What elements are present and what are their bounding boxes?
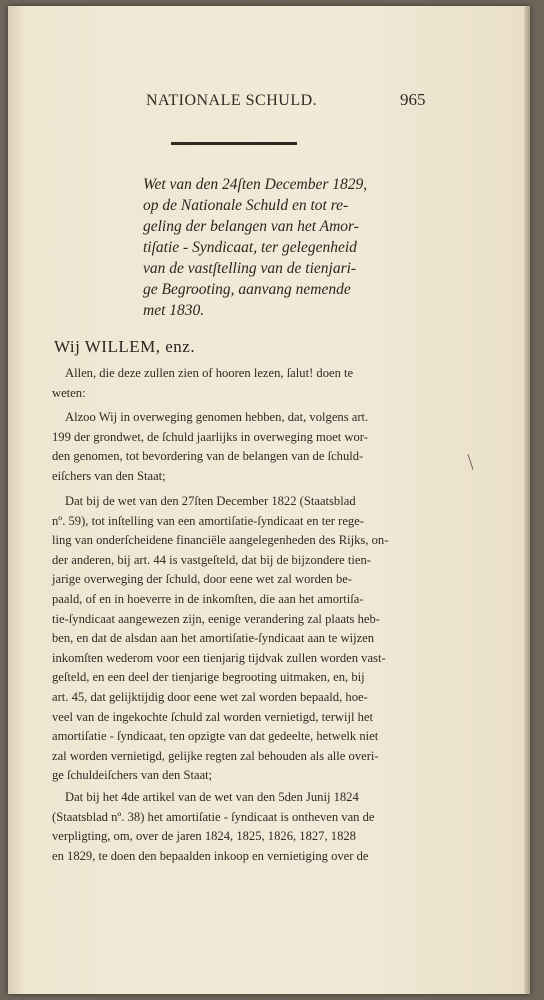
text-line: verpligting, om, over de jaren 1824, 1825, 1826, 1827, 1828 (52, 829, 356, 844)
text-line: Alzoo Wij in overweging genomen hebben, dat, volgens art. (65, 410, 369, 424)
paragraph-1 (52, 364, 436, 403)
text-line: veel van de ingekochte ſchuld zal worden vernietigd, terwijl het (52, 709, 374, 724)
text-line: eiſchers van den Staat; (52, 468, 166, 483)
text-line: inkomſten wederom voor een tienjarig tijdvak zullen worden vast- (52, 650, 386, 665)
text-line: geſteld, en een deel der tienjarige begrooting uitmaken, en, bij (52, 670, 365, 685)
paragraph-4 (52, 788, 436, 866)
title-line: met 1830. (143, 302, 205, 319)
title-line: Wet van den 24ſten December 1829, (143, 176, 368, 193)
text-line: paald, of en in hoeverre in de inkomſten, die aan het amortiſa- (52, 591, 364, 606)
paragraph-3 (52, 492, 436, 786)
margin-mark (468, 454, 474, 470)
law-title (143, 174, 435, 321)
text-line: den genomen, tot bevordering van de belangen van de ſchuld- (52, 449, 364, 464)
book-page (8, 6, 530, 994)
running-head: NATIONALE SCHULD. (146, 92, 318, 109)
page-number: 965 (400, 90, 426, 109)
text-line: ben, en dat de alsdan aan het amortiſatie-ſyndicaat aan te wijzen (52, 631, 375, 646)
text-line: der anderen, bij art. 44 is vastgeſteld, dat bij de bijzondere tien- (52, 552, 371, 567)
text-line: weten: (52, 385, 86, 400)
title-line: tiſatie - Syndicaat, ter gelegenheid (143, 239, 357, 256)
title-line: geling der belangen van het Amor- (143, 218, 359, 235)
text-line: en 1829, te doen den bepaalden inkoop en vernietiging over de (52, 848, 369, 863)
text-line: 199 der grondwet, de ſchuld jaarlijks in overweging moet wor- (52, 429, 368, 444)
title-line: van de vastſtelling van de tienjari- (143, 260, 357, 277)
text-line: ling van onderſcheidene financiële aangelegenheden des Rijks, on- (52, 533, 389, 548)
text-line: tie-ſyndicaat aangewezen zijn, eenige verandering zal plaats heb- (52, 611, 380, 626)
text-line: Allen, die deze zullen zien of hooren lezen, ſalut! doen te (65, 366, 354, 380)
text-line: Dat bij het 4de artikel van de wet van den 5den Junij 1824 (65, 790, 359, 804)
title-line: ge Begrooting, aanvang nemende (143, 281, 351, 298)
text-line: nº. 59), tot inſtelling van een amortiſatie-ſyndicaat en ter rege- (52, 513, 364, 528)
text-line: amortiſatie - ſyndicaat, ten opzigte van dat gedeelte, hetwelk niet (52, 729, 379, 744)
opening-formula: Wij WILLEM, enz. (54, 337, 196, 356)
title-line: op de Nationale Schuld en tot re- (143, 197, 349, 214)
title-rule (171, 142, 297, 145)
page-edge (524, 6, 530, 994)
text-line: ge ſchuldeiſchers van den Staat; (52, 768, 213, 783)
text-line: (Staatsblad nº. 38) het amortiſatie - ſyndicaat is ontheven van de (52, 809, 375, 824)
text-line: zal worden vernietigd, gelijke regten zal behouden als alle overi- (52, 748, 379, 763)
text-line: Dat bij de wet van den 27ſten December 1822 (Staatsblad (65, 494, 356, 508)
paragraph-2 (52, 408, 436, 486)
text-line: jarige overweging der ſchuld, door eene wet zal worden be- (52, 572, 353, 587)
text-line: art. 45, dat gelijktijdig door eene wet zal worden bepaald, hoe- (52, 689, 368, 704)
